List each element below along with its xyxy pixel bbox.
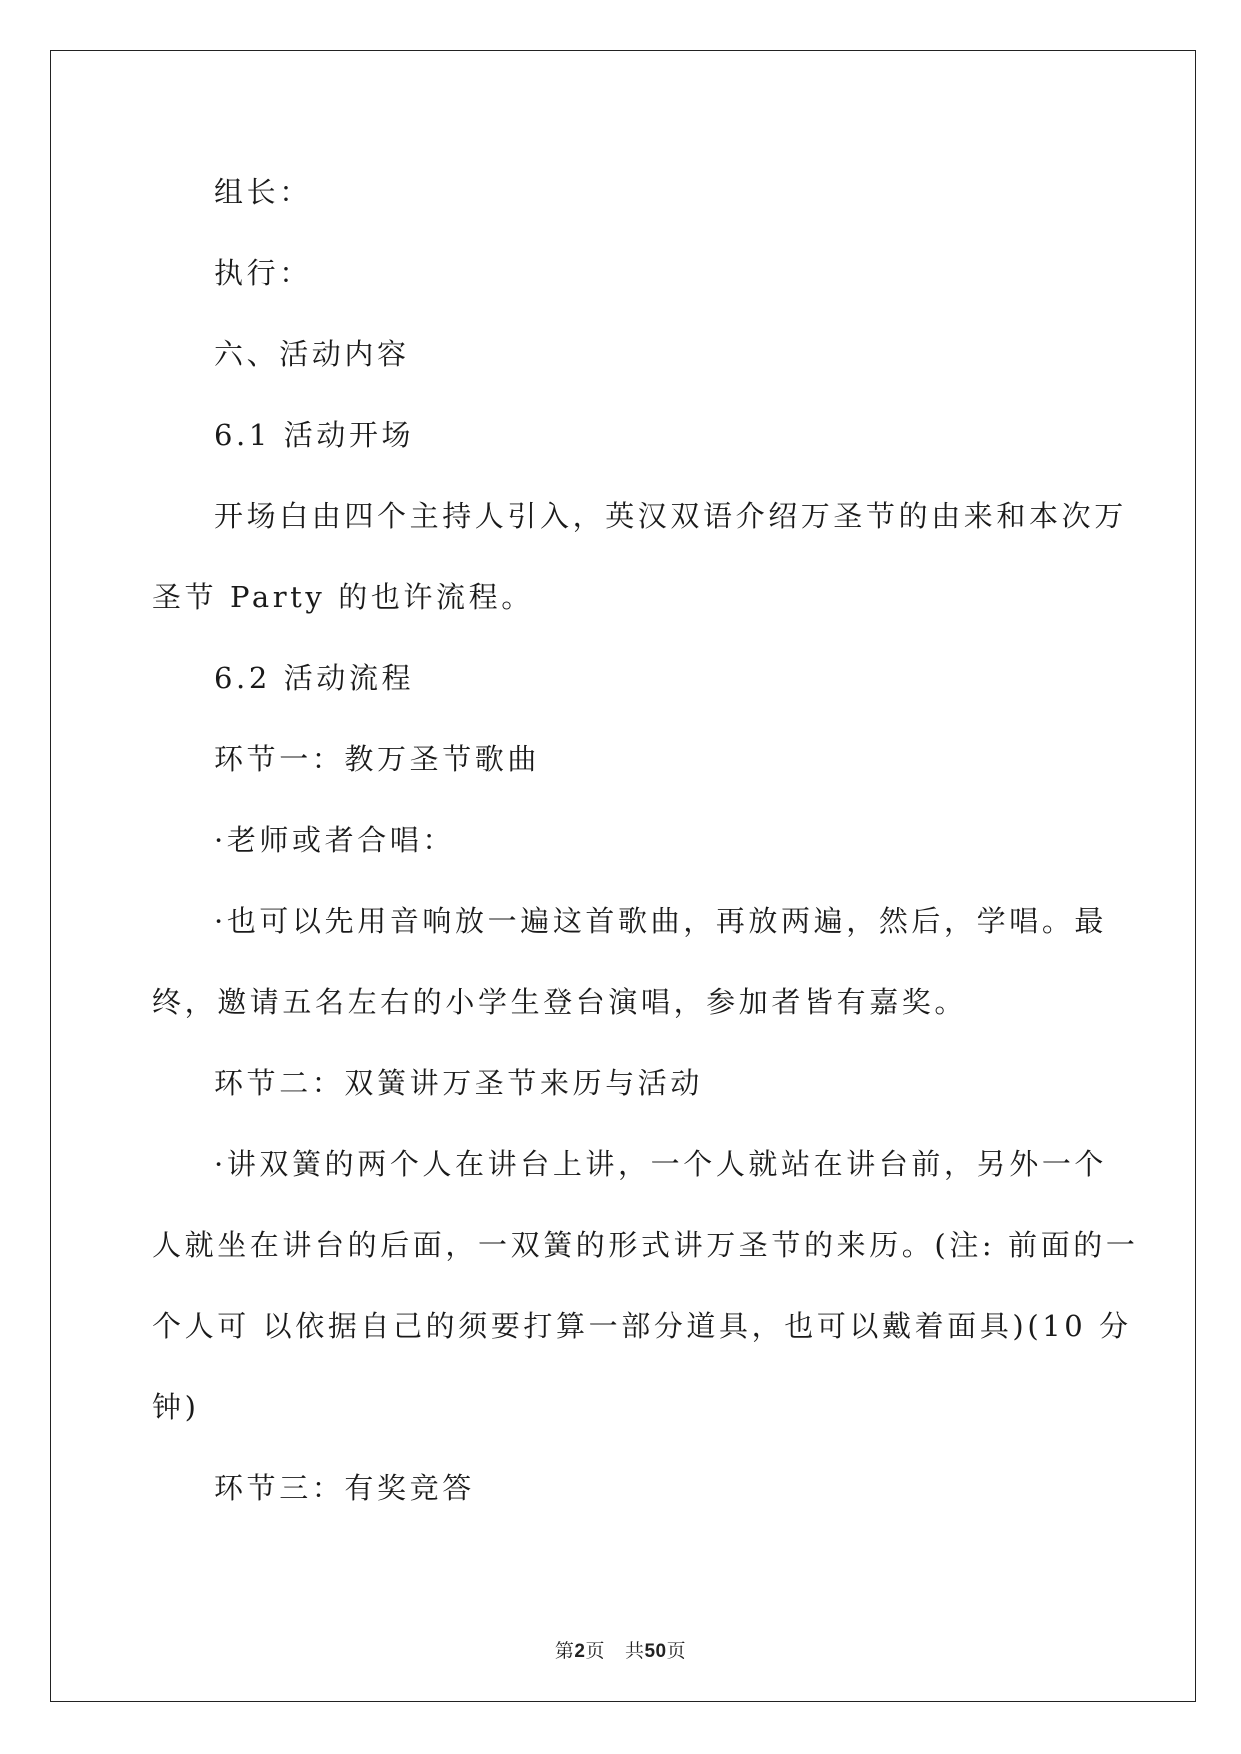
bullet-shuanghuang-line-1: ·讲双簧的两个人在讲台上讲，一个人就站在讲台前，另外一个 — [214, 1147, 1108, 1181]
footer-total-suffix: 页 — [666, 1641, 687, 1662]
bullet-song-line-1: ·也可以先用音响放一遍这首歌曲，再放两遍，然后，学唱。最 — [214, 904, 1108, 938]
section-heading-activity-content: 六、活动内容 — [214, 337, 410, 371]
footer-page-prefix: 第 — [554, 1641, 575, 1662]
subsection-heading-opening: 6.1 活动开场 — [214, 418, 415, 452]
page-border — [50, 50, 1196, 1702]
footer-page-suffix: 页 — [585, 1641, 605, 1662]
bullet-shuanghuang-line-3: 个人可 以依据自己的须要打算一部分道具，也可以戴着面具)(10 分 — [152, 1309, 1132, 1343]
segment-one-heading: 环节一：教万圣节歌曲 — [214, 742, 541, 776]
segment-three-heading: 环节三：有奖竞答 — [214, 1471, 475, 1505]
bullet-song-line-2: 终，邀请五名左右的小学生登台演唱，参加者皆有嘉奖。 — [152, 985, 968, 1019]
line-executor: 执行： — [214, 256, 312, 290]
subsection-heading-process: 6.2 活动流程 — [214, 661, 415, 695]
segment-two-heading: 环节二：双簧讲万圣节来历与活动 — [214, 1066, 704, 1100]
footer-page-number: 2 — [574, 1641, 586, 1662]
bullet-teacher-chorus: ·老师或者合唱： — [214, 823, 456, 857]
footer-total-prefix: 共 — [624, 1641, 645, 1662]
paragraph-opening-line-1: 开场白由四个主持人引入，英汉双语介绍万圣节的由来和本次万 — [214, 499, 1127, 533]
line-team-leader: 组长： — [214, 175, 312, 209]
footer-total-number: 50 — [644, 1641, 667, 1662]
paragraph-opening-line-2: 圣节 Party 的也许流程。 — [152, 580, 534, 614]
bullet-shuanghuang-line-2: 人就坐在讲台的后面，一双簧的形式讲万圣节的来历。(注: 前面的一 — [152, 1228, 1139, 1262]
bullet-shuanghuang-line-4: 钟) — [152, 1390, 200, 1424]
page-footer — [0, 1636, 1241, 1663]
